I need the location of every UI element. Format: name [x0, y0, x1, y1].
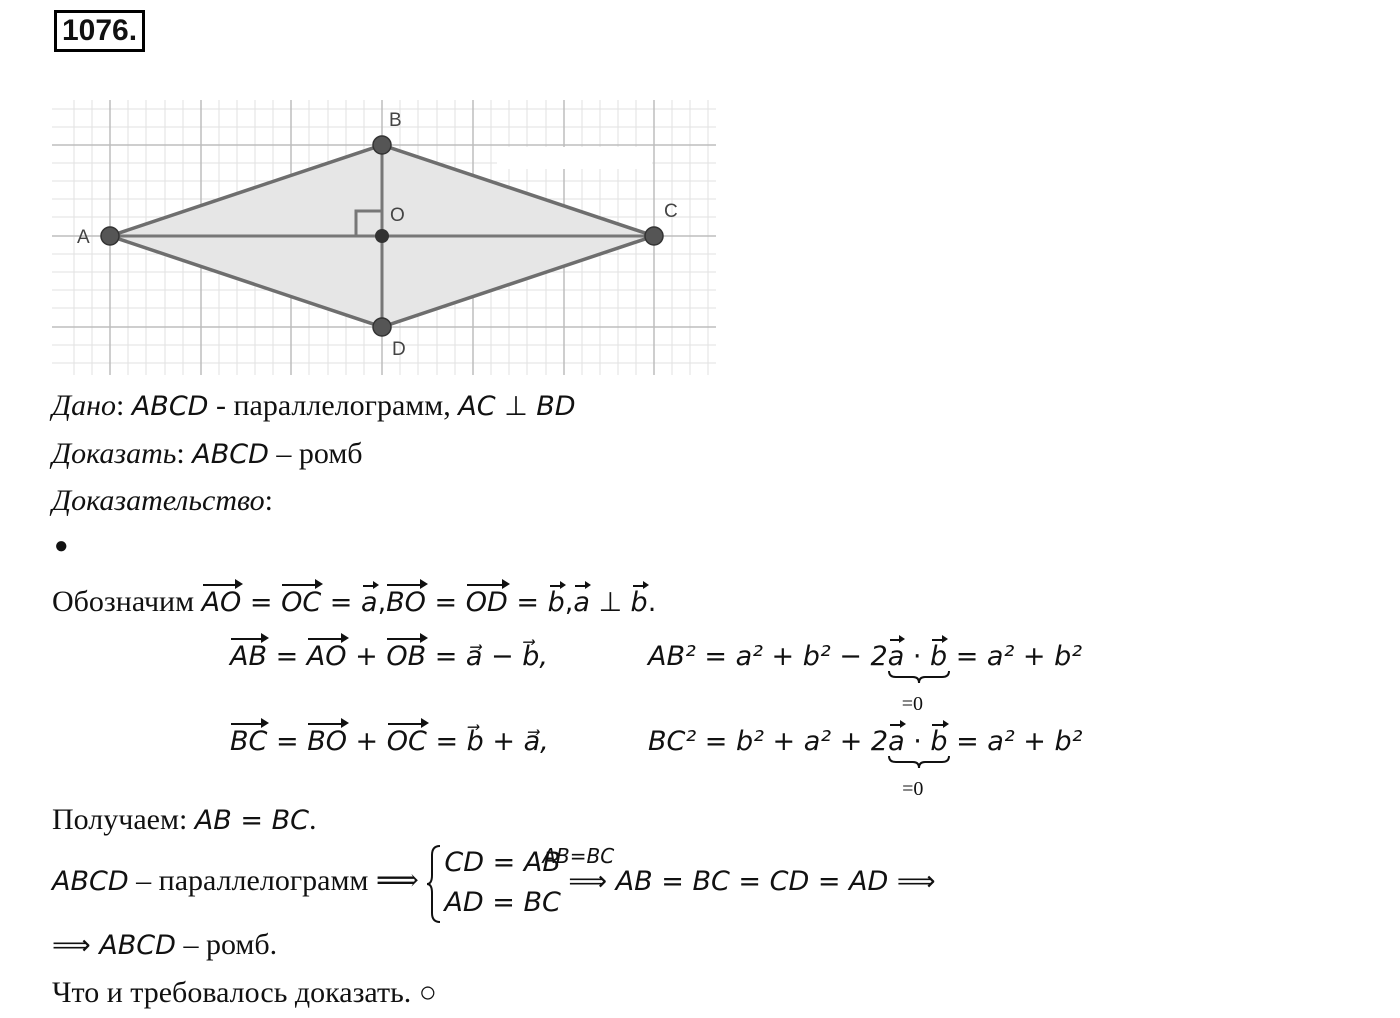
prove-abcd: ABCD — [192, 439, 269, 470]
dot-product-brace: a · b =0 — [888, 636, 947, 677]
vector-b: b — [548, 583, 565, 623]
label-o: O — [390, 205, 405, 226]
vector-a: a — [361, 583, 378, 623]
rhombus-figure — [52, 100, 722, 380]
equation-bc-squared: BC² = b² + a² + 2a · b =0 = a² + b² — [648, 721, 1082, 762]
point-o — [375, 229, 389, 243]
conclusion-line: ABCD – параллелограмм ⟹ CD = AB AD = BC AB=BC ⟹ AB = BC = CD = AD ⟹ — [52, 843, 936, 923]
equation-system: CD = AB AD = BC — [426, 843, 560, 923]
vector-od: OD — [466, 583, 508, 623]
vector-ao: AO — [202, 583, 242, 623]
given-line: Дано: ABCD - параллелограмм, AC ⊥ BD — [52, 389, 576, 422]
dot-zero-note: =0 — [902, 778, 924, 800]
label-b: B — [389, 110, 402, 131]
problem-number: 1076. — [54, 10, 145, 52]
result-line: Получаем: AB = BC. — [52, 803, 317, 836]
given-label: Дано — [52, 389, 116, 422]
equation-bc: BC = BO + OC = b⃗ + a⃗, — [230, 721, 549, 762]
dot-product-brace: a · b =0 — [888, 721, 947, 762]
bullet: ● — [54, 533, 69, 559]
point-b — [373, 136, 391, 154]
equation-ab-squared: AB² = a² + b² − 2a · b =0 = a² + b² — [648, 636, 1082, 677]
prove-line: Доказать: ABCD – ромб — [52, 437, 363, 470]
given-abcd: ABCD — [131, 391, 209, 422]
final-line: ⟹ ABCD – ромб. — [52, 928, 278, 961]
implies-arrow: AB=BC ⟹ — [542, 843, 615, 897]
vector-bc: BC — [230, 722, 267, 762]
label-c: C — [664, 201, 678, 222]
prove-text: – ромб — [268, 437, 363, 470]
proof-label: Доказательство — [52, 484, 265, 517]
vector-bo: BO — [386, 583, 426, 623]
given-text: - параллелограмм, — [208, 389, 459, 422]
point-a — [101, 227, 119, 245]
vector-oc: OC — [281, 583, 321, 623]
given-condition: AC ⊥ BD — [458, 391, 576, 422]
proof-heading: Доказательство: — [52, 484, 273, 517]
label-mask — [497, 147, 652, 169]
qed-mark: ○ — [418, 976, 437, 1009]
point-c — [645, 227, 663, 245]
denote-prefix: Обозначим — [52, 585, 202, 618]
prove-label: Доказать — [52, 437, 177, 470]
denote-line: Обозначим AO = OC = a,BO = OD = b,a ⊥ b. — [52, 582, 656, 623]
qed-line: Что и требовалось доказать. ○ — [52, 976, 437, 1009]
point-d — [373, 318, 391, 336]
equation-ab: AB = AO + OB = a⃗ − b⃗, — [230, 636, 548, 677]
label-d: D — [392, 339, 406, 360]
label-a: A — [77, 227, 90, 248]
vector-ab: AB — [230, 637, 267, 677]
dot-zero-note: =0 — [901, 693, 923, 715]
